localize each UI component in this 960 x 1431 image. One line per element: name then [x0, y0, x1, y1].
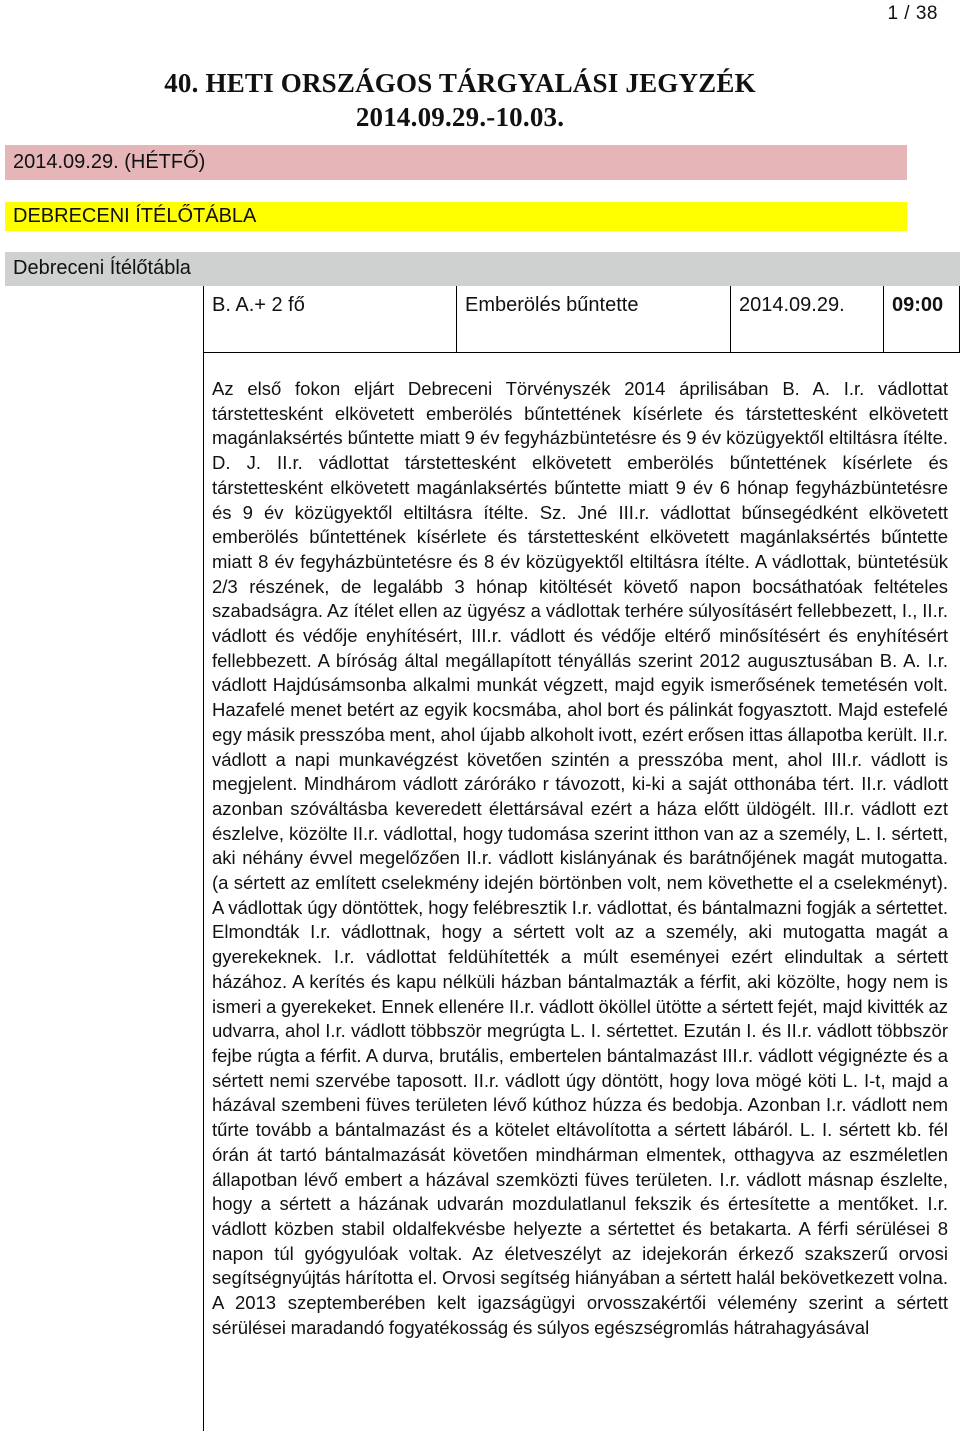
document-title [160, 66, 760, 134]
venue-row: Debreceni Ítélőtábla [5, 252, 960, 286]
table-border-left [203, 286, 204, 1431]
row-divider [203, 352, 960, 353]
column-divider [883, 286, 884, 352]
court-heading: DEBRECENI ÍTÉLŐTÁBLA [5, 202, 907, 231]
day-heading: 2014.09.29. (HÉTFŐ) [5, 145, 907, 180]
page-number: 1 / 38 [887, 3, 938, 24]
case-entry [203, 286, 960, 1431]
title-line-2: 2014.09.29.-10.03. [355, 102, 565, 132]
case-crime: Emberölés bűntette [465, 294, 639, 316]
case-date: 2014.09.29. [739, 294, 845, 316]
column-divider [730, 286, 731, 352]
title-line-1: 40. HETI ORSZÁGOS TÁRGYALÁSI JEGYZÉK [164, 68, 756, 98]
case-time: 09:00 [892, 294, 944, 316]
case-defendants: B. A.+ 2 fő [212, 294, 305, 316]
case-summary: Az első fokon eljárt Debreceni Törvényszék 2014 áprilisában B. A. I.r. vádlottat társtettesként elkövetett emberölés bűntettének kísérlete és társtettesként elkövetett magánlaksértés bűntette miatt 9 év fegyházbüntetésre és 9 év közügyektől eltiltásra ítélte. D. J. II.r. vádlottat társtettesként elkövetett emberölés bűntettének kísérlete és társtettesként elkövetett magánlaksértés bűntette miatt 9 év 6 hónap fegyházbüntetésre és 9 év közügyektől eltiltásra ítélte. Sz. Jné III.r. vádlottat bűnsegédként elkövetett emberölés bűntettének kísérlete és társtettesként elkövetett magánlaksértés bűntette miatt 8 év fegyházbüntetésre és 8 év közügyektől eltiltásra ítélte. A vádlottak, büntetésük 2/3 részének, de legalább 3 hónap kitöltését követő napon bocsáthatóak feltételes szabadságra. Az ítélet ellen az ügyész a vádlottak terhére súlyosításért fellebbezett, I., II.r. vádlott és védője enyhítésért, III.r. vádlott és védője eltérő minősítésért és enyhítésért fellebbezett. A bíróság által megállapított tényállás szerint 2012 augusztusában B. A. I.r. vádlott Hajdúsámsonba alkalmi munkát végzett, majd egyik ismerősének temetésén volt. Hazafelé menet betért az egyik kocsmába, ahol bort és pálinkát fogyasztott. Majd estefelé egy másik presszóba ment, ahol újabb alkoholt ivott, ezért erősen ittas állapotba került. II.r. vádlott a napi munkavégzést követően szintén a presszóba ment, ahol III.r. vádlott is megjelent. Mindhárom vádlott záróráko r távozott, ki-ki a saját otthonába tért. II.r. vádlott azonban szóváltásba keveredett élettársával ezért a háza előtt üldögélt. III.r. vádlott ezt észlelve, közölte II.r. vádlottal, hogy tudomása szerint itthon van az a személy, L. I. sértett, aki néhány évvel megelőzően II.r. vádlott kislányának és barátnőjének magát mutogatta. (a sértett az említett cselekmény idején börtönben volt, nem követhette el a cselekményt). A vádlottak úgy döntöttek, hogy felébresztik I.r. vádlottat, és bántalmazni fogják a sértettet. Elmondták I.r. vádlottnak, hogy a sértett volt az a személy, aki mutogatta magát a gyerekeknek. I.r. vádlottat feldühítették a múlt eseményei ezért elindultak a sértett házához. A kerítés és kapu nélküli házban bántalmazták a férfit, aki közölte, hogy nem is ismeri a gyerekeket. Ennek ellenére II.r. vádlott ököllel ütötte a sértett fejét, majd kivitték az udvarra, ahol I.r. vádlott többször megrúgta L. I. sértettet. Ezután I. és II.r. vádlott többször fejbe rúgta a férfit. A durva, brutális, embertelen bántalmazást III.r. vádlott végignézte és a sértett nemi szervébe taposott. II.r. vádlott úgy döntött, hogy lova mögé köti L. I-t, majd a házával szembeni füves területen lévő kúthoz húzza és bedobja. Azonban I.r. vádlott nem tűrte tovább a bántalmazást és a kötelet eltávolította a sértett lábáról. L. I. sértett kb. fél órán át tartó bántalmazását követően mindhárman elmentek, otthagyva az eszméletlen állapotban lévő embert a házával szemközti füves területen. I.r. vádlott másnap észlelte, hogy a sértett a házának udvarán mozdulatlanul fekszik és értesítette a mentőket. I.r. vádlott közben stabil oldalfekvésbe helyezte a sértettet és betakarta. A férfi sérülései 8 napon túl gyógyulóak voltak. Az életveszélyt az idejekorán érkező szakszerű orvosi segítségnyújtás hárította el. Orvosi segítség hiányában a sértett halál bekövetkezett volna. A 2013 szeptemberében kelt igazságügyi orvosszakértői vélemény szerint a sértett sérülései maradandó fogyatékosság és súlyos egészségromlás hátrahagyásával [212, 378, 948, 1338]
column-divider [456, 286, 457, 352]
